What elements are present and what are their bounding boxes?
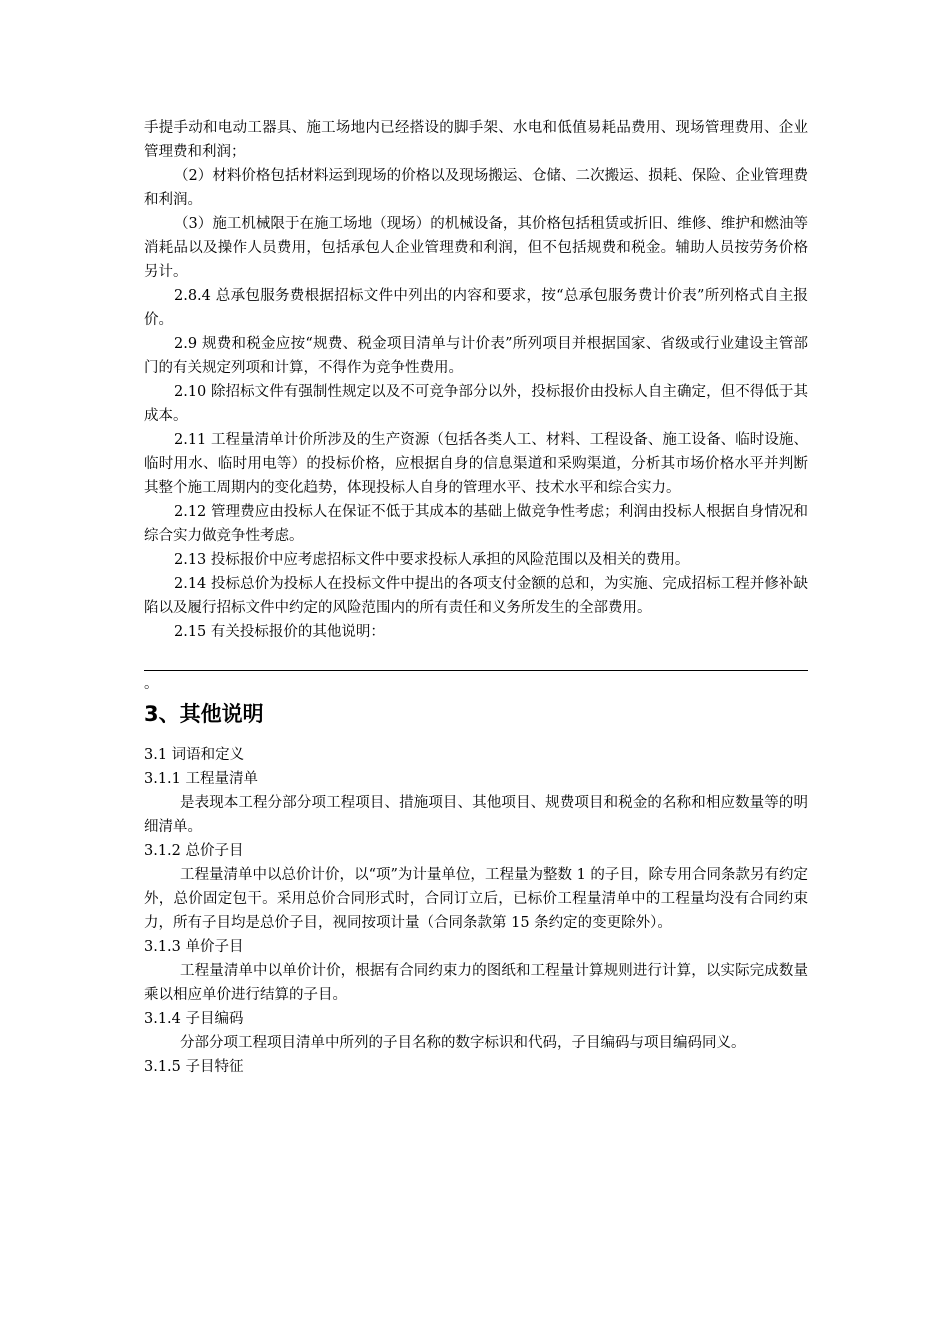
- paragraph-2-11: 2.11 工程量清单计价所涉及的生产资源（包括各类人工、材料、工程设备、施工设备、临时设施、临时用水、临时用电等）的投标价格，应根据自身的信息渠道和采购渠道，分析其市场价格水平并判断其整个施工周期内的变化趋势，体现投标人自身的管理水平、技术水平和综合实力。: [144, 432, 808, 496]
- paragraph-2-13: 2.13 投标报价中应考虑招标文件中要求投标人承担的风险范围以及相关的费用。: [174, 552, 690, 568]
- fill-in-underline: [144, 670, 808, 671]
- term-heading-3-1-1: 3.1.1 工程量清单: [144, 771, 259, 787]
- term-heading-3-1: 3.1 词语和定义: [144, 747, 245, 763]
- document-page: [144, 116, 808, 1079]
- period-after-underline: 。: [144, 676, 159, 692]
- term-heading-3-1-5: 3.1.5 子目特征: [144, 1059, 244, 1075]
- paragraph-2-9: 2.9 规费和税金应按“规费、税金项目清单与计价表”所列项目并根据国家、省级或行业建设主管部门的有关规定列项和计算，不得作为竞争性费用。: [144, 336, 808, 376]
- term-body-3-1-4: 分部分项工程项目清单中所列的子目名称的数字标识和代码，子目编码与项目编码同义。: [180, 1035, 746, 1051]
- term-heading-3-1-2: 3.1.2 总价子目: [144, 843, 244, 859]
- paragraph-labor-tools: 手提手动和电动工器具、施工场地内已经搭设的脚手架、水电和低值易耗品费用、现场管理费用、企业管理费和利润；: [144, 120, 808, 160]
- term-heading-3-1-3: 3.1.3 单价子目: [144, 939, 244, 955]
- term-body-3-1-2: 工程量清单中以总价计价，以“项”为计量单位，工程量为整数 1 的子目，除专用合同条款另有约定外，总价固定包干。采用总价合同形式时，合同订立后，已标价工程量清单中的工程量均没有合同约束力，所有子目均是总价子目，视同按项计量（合同条款第 15 条约定的变更除外）。: [144, 867, 808, 931]
- paragraph-2-14: 2.14 投标总价为投标人在投标文件中提出的各项支付金额的总和，为实施、完成招标工程并修补缺陷以及履行招标文件中约定的风险范围内的所有责任和义务所发生的全部费用。: [144, 576, 808, 616]
- term-body-3-1-3: 工程量清单中以单价计价，根据有合同约束力的图纸和工程量计算规则进行计算，以实际完成数量乘以相应单价进行结算的子目。: [144, 963, 808, 1003]
- paragraph-2-15: 2.15 有关投标报价的其他说明：: [174, 624, 385, 640]
- paragraph-material-price: （2）材料价格包括材料运到现场的价格以及现场搬运、仓储、二次搬运、损耗、保险、企业管理费和利润。: [144, 168, 808, 208]
- term-heading-3-1-4: 3.1.4 子目编码: [144, 1011, 244, 1027]
- paragraph-2-10: 2.10 除招标文件有强制性规定以及不可竞争部分以外，投标报价由投标人自主确定，但不得低于其成本。: [144, 384, 808, 424]
- paragraph-machinery-price: （3）施工机械限于在施工场地（现场）的机械设备，其价格包括租赁或折旧、维修、维护和燃油等消耗品以及操作人员费用，包括承包人企业管理费和利润，但不包括规费和税金。辅助人员按劳务价格另计。: [144, 216, 808, 280]
- term-body-3-1-1: 是表现本工程分部分项工程项目、措施项目、其他项目、规费项目和税金的名称和相应数量等的明细清单。: [144, 795, 808, 835]
- section-title: 3、其他说明: [144, 702, 264, 726]
- paragraph-2-12: 2.12 管理费应由投标人在保证不低于其成本的基础上做竞争性考虑；利润由投标人根据自身情况和综合实力做竞争性考虑。: [144, 504, 808, 544]
- paragraph-2-8-4: 2.8.4 总承包服务费根据招标文件中列出的内容和要求，按“总承包服务费计价表”所列格式自主报价。: [144, 288, 808, 328]
